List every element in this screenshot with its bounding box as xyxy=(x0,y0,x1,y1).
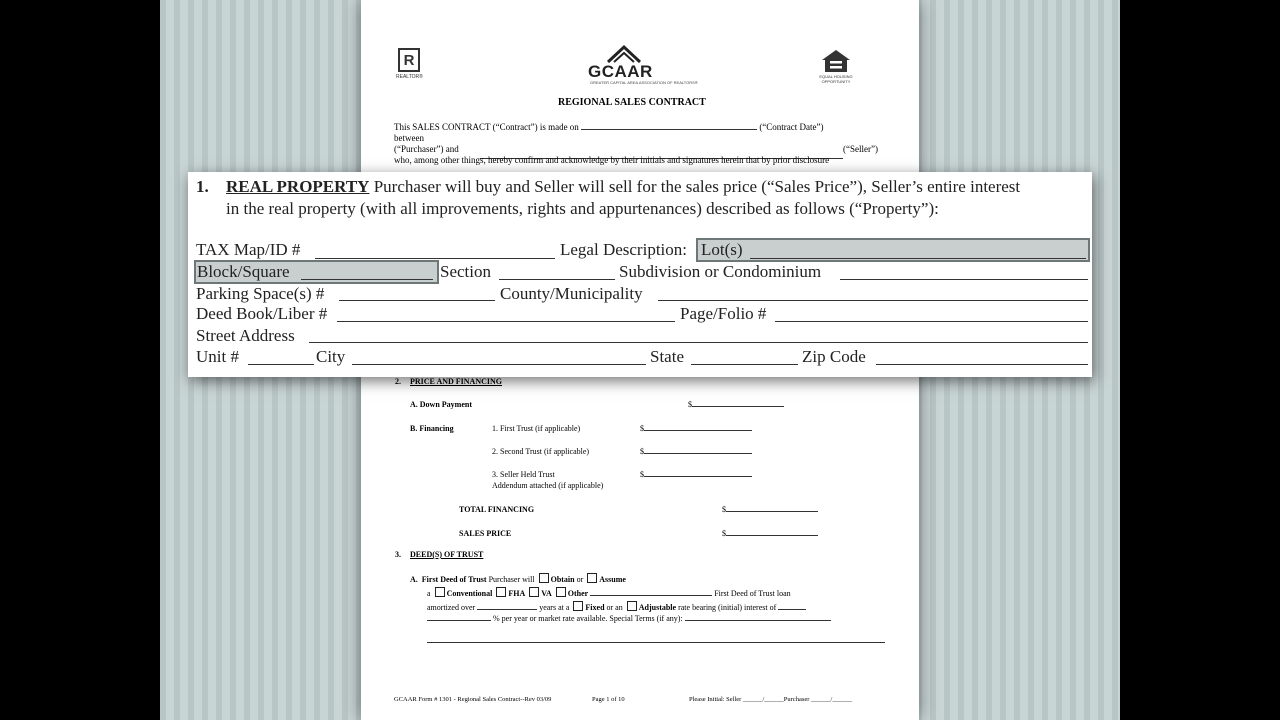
assume-checkbox[interactable] xyxy=(587,573,597,583)
unit-label: Unit # xyxy=(196,347,239,366)
second-trust-field[interactable]: $ xyxy=(640,447,752,456)
parking-label: Parking Space(s) # xyxy=(196,284,325,303)
deed-book-label: Deed Book/Liber # xyxy=(196,304,328,323)
equal-housing-label: EQUAL HOUSING OPPORTUNITY xyxy=(819,74,853,84)
amortized-label: amortized over xyxy=(427,603,476,612)
total-financing-label: TOTAL FINANCING xyxy=(459,505,535,514)
amortized-line xyxy=(427,601,806,612)
first-trust-label: 1. First Trust (if applicable) xyxy=(492,424,581,433)
legal-description-label: Legal Description: xyxy=(560,240,687,259)
between-label: between xyxy=(394,133,424,143)
percent-label: % per year or market rate available. Special Terms (if any): xyxy=(493,614,683,623)
intro-text: This SALES CONTRACT (“Contract”) is made on xyxy=(394,122,579,132)
state-field[interactable] xyxy=(691,364,798,365)
deed-book-field[interactable] xyxy=(337,321,675,322)
street-address-field[interactable] xyxy=(309,342,1088,343)
fha-checkbox[interactable] xyxy=(496,587,506,597)
seller-held-label: 3. Seller Held Trust xyxy=(492,470,555,479)
fixed-label: Fixed xyxy=(585,603,605,612)
deed-a-line xyxy=(410,573,626,584)
first-loan-label: First Deed of Trust loan xyxy=(714,589,791,598)
va-label: VA xyxy=(541,589,552,598)
years-field[interactable] xyxy=(477,608,537,610)
lots-field-line xyxy=(750,258,1086,259)
contract-date-field[interactable] xyxy=(581,128,757,130)
rate-label: rate bearing (initial) interest of xyxy=(678,603,777,612)
page-folio-label: Page/Folio # xyxy=(680,304,767,323)
footer-initial: Please Initial: Seller ______/______Purchaser ______/______ xyxy=(689,696,852,703)
section-label: Section xyxy=(440,262,491,281)
realtor-logo-icon xyxy=(398,48,420,72)
real-property-text-1: Purchaser will buy and Seller will sell for the sales price (“Sales Price”), Seller’s entire interest xyxy=(373,177,1021,196)
lots-label: Lot(s) xyxy=(701,240,743,259)
sales-price-label: SALES PRICE xyxy=(459,529,512,538)
first-trust-field[interactable]: $ xyxy=(640,424,752,433)
equal-housing-icon xyxy=(819,48,853,74)
real-property-zoom-panel xyxy=(188,172,1092,377)
deed-a-label: A. xyxy=(410,575,418,584)
realtor-letter: R xyxy=(403,51,415,69)
special-terms-field-2[interactable] xyxy=(427,630,885,648)
purchaser-and-label: (“Purchaser”) and xyxy=(394,144,459,154)
years-at-label: years at a xyxy=(539,603,570,612)
addendum-label: Addendum attached (if applicable) xyxy=(492,481,604,490)
page-folio-field[interactable] xyxy=(775,321,1088,322)
block-square-label: Block/Square xyxy=(197,262,290,281)
footer-form: GCAAR Form # 1301 - Regional Sales Contract--Rev 03/09 xyxy=(394,696,552,703)
zip-code-label: Zip Code xyxy=(802,347,866,366)
other-checkbox[interactable] xyxy=(556,587,566,597)
special-terms-field[interactable] xyxy=(685,619,831,621)
deed-a-text: Purchaser will xyxy=(488,575,535,584)
subdivision-label: Subdivision or Condominium xyxy=(619,262,822,281)
county-label: County/Municipality xyxy=(500,284,643,303)
contract-date-label: (“Contract Date”) xyxy=(759,122,824,132)
realtor-label: REALTOR® xyxy=(396,74,423,80)
unit-field[interactable] xyxy=(248,364,314,365)
or-label: or xyxy=(576,575,584,584)
subdivision-field[interactable] xyxy=(840,279,1088,280)
section-1-line-1 xyxy=(226,177,1020,197)
tax-map-field[interactable] xyxy=(315,258,555,259)
city-field[interactable] xyxy=(352,364,646,365)
intro-line-1 xyxy=(394,122,824,132)
adjustable-label: Adjustable xyxy=(638,603,677,612)
gcaar-roof-icon xyxy=(606,44,642,64)
footer-page: Page 1 of 10 xyxy=(592,696,625,703)
street-address-label: Street Address xyxy=(196,326,295,345)
down-payment-field[interactable]: $ xyxy=(688,400,784,409)
gcaar-logo: GCAAR xyxy=(588,62,653,81)
second-trust-label: 2. Second Trust (if applicable) xyxy=(492,447,590,456)
real-property-text-2: in the real property (with all improvements, rights and appurtenances) described as follows (“Property”): xyxy=(226,199,939,218)
rate-field[interactable] xyxy=(778,608,806,610)
loan-type-line xyxy=(427,587,791,598)
county-field[interactable] xyxy=(658,300,1088,301)
section-2-number: 2. xyxy=(395,377,401,386)
or-an-label: or an xyxy=(606,603,623,612)
conventional-label: Conventional xyxy=(446,589,493,598)
block-square-line xyxy=(301,279,433,280)
percent-line xyxy=(427,614,831,623)
adjustable-checkbox[interactable] xyxy=(627,601,637,611)
zip-code-field[interactable] xyxy=(876,364,1088,365)
va-checkbox[interactable] xyxy=(529,587,539,597)
seller-label: (“Seller”) xyxy=(843,144,878,154)
section-3-title: DEED(S) OF TRUST xyxy=(410,550,484,559)
city-label: City xyxy=(316,347,346,366)
section-field[interactable] xyxy=(499,279,615,280)
section-2-title: PRICE AND FINANCING xyxy=(410,377,503,386)
financing-label: B. Financing xyxy=(410,424,454,433)
seller-held-field[interactable]: $ xyxy=(640,470,752,479)
a-label: a xyxy=(427,589,431,598)
percent-field[interactable] xyxy=(427,619,491,621)
parking-field[interactable] xyxy=(339,300,495,301)
obtain-label: Obtain xyxy=(550,575,575,584)
gcaar-subtitle: GREATER CAPITAL AREA ASSOCIATION OF REALTORS® xyxy=(590,80,698,85)
deed-a-title: First Deed of Trust xyxy=(421,575,487,584)
doc-title: REGIONAL SALES CONTRACT xyxy=(558,97,706,108)
sales-price-field[interactable]: $ xyxy=(722,529,818,538)
fha-label: FHA xyxy=(508,589,526,598)
other-field[interactable] xyxy=(590,594,712,596)
section-3-number: 3. xyxy=(395,550,401,559)
section-1-number: 1. xyxy=(196,177,209,196)
assume-label: Assume xyxy=(599,575,626,584)
down-payment-label: A. Down Payment xyxy=(410,400,472,409)
tax-map-label: TAX Map/ID # xyxy=(196,240,301,259)
conventional-checkbox[interactable] xyxy=(435,587,445,597)
intro-last-line: who, among other things, hereby confirm and acknowledge by their initials and signatures herein that by prior disclosure xyxy=(394,155,830,165)
real-property-heading: REAL PROPERTY xyxy=(226,177,370,196)
total-financing-field[interactable]: $ xyxy=(722,505,818,514)
obtain-checkbox[interactable] xyxy=(539,573,549,583)
state-label: State xyxy=(650,347,684,366)
fixed-checkbox[interactable] xyxy=(573,601,583,611)
other-label: Other xyxy=(567,589,589,598)
